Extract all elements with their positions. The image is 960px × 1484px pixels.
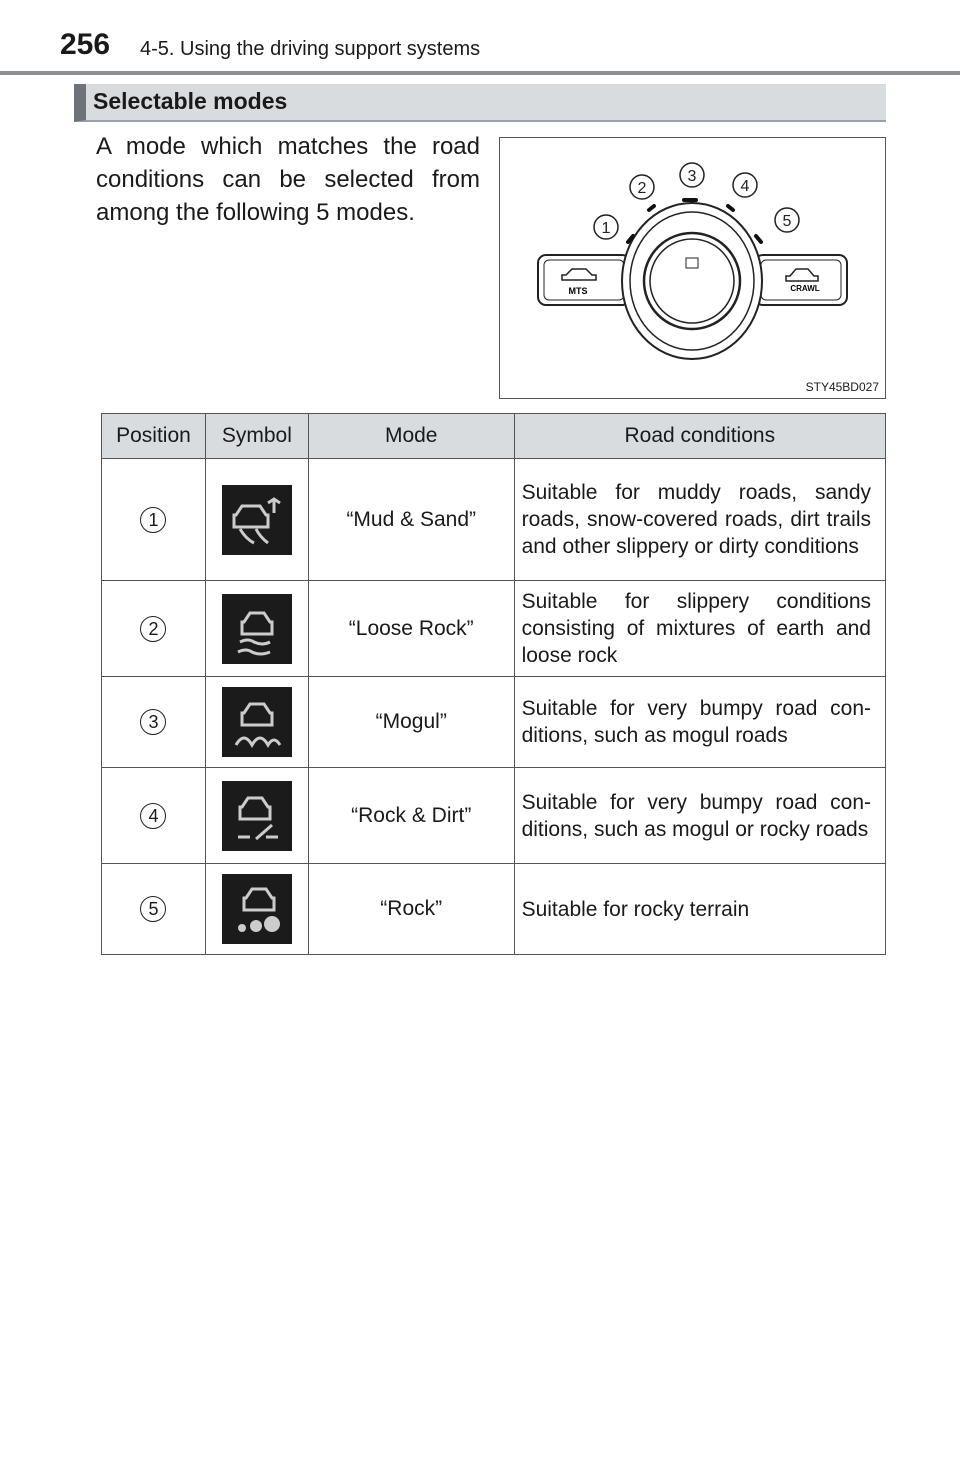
callout-3: 3: [687, 168, 697, 185]
header-conditions: Road conditions: [514, 414, 885, 459]
mode-name: “Mud & Sand”: [308, 459, 514, 581]
rock-icon: [222, 874, 292, 944]
figure-code: STY45BD027: [805, 380, 879, 394]
mode-name: “Loose Rock”: [308, 581, 514, 677]
position-number: 2: [140, 616, 166, 642]
loose-rock-icon: [222, 594, 292, 664]
callout-5: 5: [782, 213, 792, 230]
road-conditions: Suitable for very bumpy road con-ditions, such as mogul or rocky roads: [514, 768, 885, 864]
rock-dirt-icon: [222, 781, 292, 851]
header-symbol: Symbol: [205, 414, 308, 459]
table-row: [102, 581, 886, 677]
road-conditions: Suitable for rocky terrain: [514, 864, 885, 955]
mode-name: “Mogul”: [308, 677, 514, 768]
mts-button-label: MTS: [568, 286, 588, 296]
position-number: 1: [140, 507, 166, 533]
mode-name: “Rock”: [308, 864, 514, 955]
mode-selector-figure: [499, 137, 886, 399]
table-row: [102, 677, 886, 768]
page-number: 256: [60, 28, 111, 61]
mode-name: “Rock & Dirt”: [308, 768, 514, 864]
table-header-row: [102, 414, 886, 459]
callout-4: 4: [740, 178, 750, 195]
mud-sand-icon: [222, 485, 292, 555]
callout-2: 2: [637, 180, 647, 197]
section-path: 4-5. Using the driving support systems: [140, 38, 481, 60]
road-conditions: Suitable for muddy roads, sandy roads, snow-covered roads, dirt trails and other slippery or dirty conditions: [514, 459, 885, 581]
mogul-icon: [222, 687, 292, 757]
road-conditions: Suitable for slippery conditions consisting of mixtures of earth and loose rock: [514, 581, 885, 677]
callout-1: 1: [601, 220, 611, 237]
road-conditions: Suitable for very bumpy road con-ditions, such as mogul roads: [514, 677, 885, 768]
table-row: [102, 864, 886, 955]
position-number: 5: [140, 896, 166, 922]
section-title: Selectable modes: [93, 88, 288, 114]
table-row: [102, 768, 886, 864]
intro-paragraph: A mode which matches the road conditions can be selected from among the following 5 modes.: [96, 133, 480, 226]
table-row: [102, 459, 886, 581]
header-mode: Mode: [308, 414, 514, 459]
header-rule: [0, 71, 960, 75]
crawl-button-label: CRAWL: [790, 284, 820, 293]
mode-selector-dial-illustration: [500, 138, 885, 398]
position-number: 3: [140, 709, 166, 735]
position-number: 4: [140, 803, 166, 829]
modes-table: [101, 413, 886, 955]
header-position: Position: [102, 414, 206, 459]
